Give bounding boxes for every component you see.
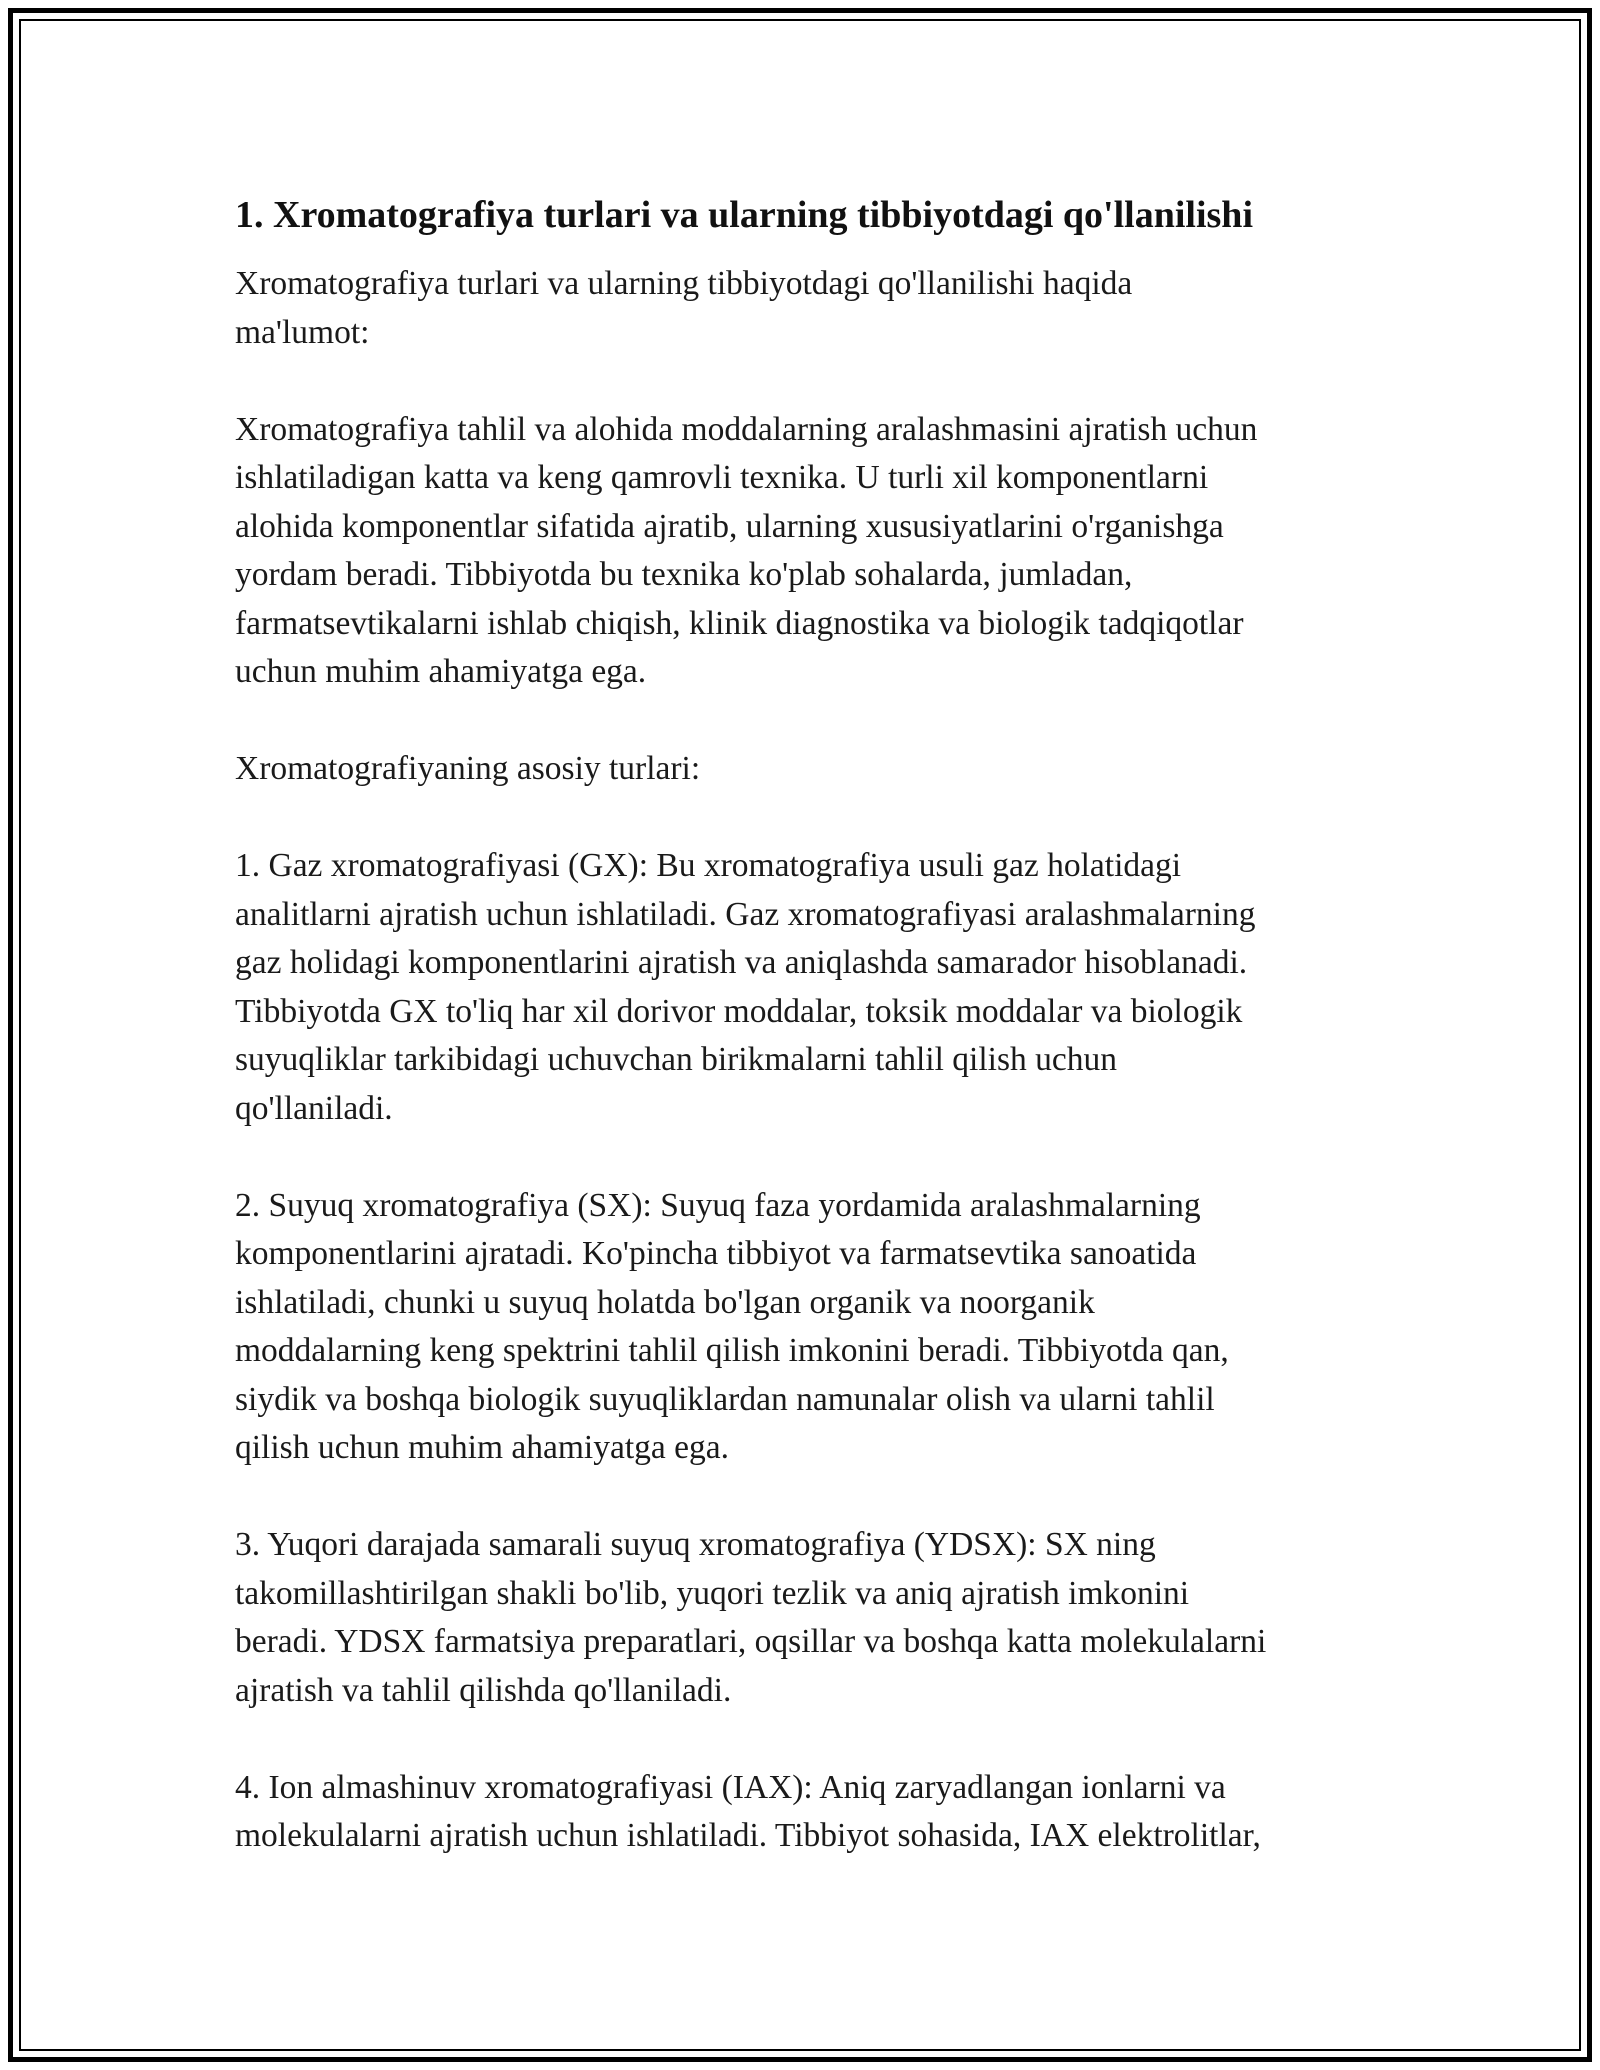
text-line: 4. Ion almashinuv xromatografiyasi (IAX): Aniq zaryadlangan ionlarni va [235, 1768, 1226, 1806]
document-title: 1. Xromatografiya turlari va ularning tibbiyotdagi qo'llanilishi [235, 194, 1254, 236]
text-line: takomillashtirilgan shakli bo'lib, yuqori tezlik va aniq ajratish imkonini [235, 1574, 1190, 1612]
text-line: Xromatografiya tahlil va alohida moddalarning aralashmasini ajratish uchun [235, 410, 1258, 448]
text-line: farmatsevtikalarni ishlab chiqish, klinik diagnostika va biologik tadqiqotlar [235, 604, 1244, 642]
text-line: yordam beradi. Tibbiyotda bu texnika ko'plab sohalarda, jumladan, [235, 556, 1133, 593]
text-line: moddalarning keng spektrini tahlil qilish imkonini beradi. Tibbiyotda qan, [235, 1332, 1229, 1369]
text-line: siydik va boshqa biologik suyuqliklardan namunalar olish va ularni tahlil [235, 1380, 1215, 1418]
text-line: Tibbiyotda GX to'liq har xil dorivor moddalar, toksik moddalar va biologik [235, 992, 1243, 1030]
paragraph-ion-exchange [235, 1764, 1375, 1861]
text-line: komponentlarini ajratadi. Ko'pincha tibbiyot va farmatsevtika sanoatida [235, 1235, 1197, 1272]
document-body [235, 190, 1375, 1909]
text-line: ajratish va tahlil qilishda qo'llaniladi. [235, 1671, 732, 1709]
paragraph-gas-chromatography [235, 842, 1375, 1133]
text-line: ma'lumot: [235, 313, 370, 351]
text-line: uchun muhim ahamiyatga ega. [235, 653, 647, 690]
paragraph-definition [235, 406, 1375, 697]
text-line: beradi. YDSX farmatsiya preparatlari, oqsillar va boshqa katta molekulalarni [235, 1623, 1267, 1660]
text-line: qo'llaniladi. [235, 1089, 393, 1127]
text-line: Xromatografiyaning asosiy turlari: [235, 750, 701, 787]
paragraph-intro [235, 260, 1375, 357]
text-line: suyuqliklar tarkibidagi uchuvchan birikmalarni tahlil qilish uchun [235, 1041, 1117, 1078]
text-line: 2. Suyuq xromatografiya (SX): Suyuq faza yordamida aralashmalarning [235, 1186, 1201, 1224]
text-line: ishlatiladi, chunki u suyuq holatda bo'lgan organik va noorganik [235, 1283, 1095, 1321]
paragraph-liquid-chromatography [235, 1182, 1375, 1473]
text-line: 3. Yuqori darajada samarali suyuq xromatografiya (YDSX): SX ning [235, 1526, 1156, 1563]
text-line: ishlatiladigan katta va keng qamrovli texnika. U turli xil komponentlarni [235, 459, 1209, 496]
text-line: 1. Gaz xromatografiyasi (GX): Bu xromatografiya usuli gaz holatidagi [235, 847, 1182, 884]
text-line: gaz holidagi komponentlarini ajratish va aniqlashda samarador hisoblanadi. [235, 944, 1248, 981]
text-line: molekulalarni ajratish uchun ishlatiladi. Tibbiyot sohasida, IAX elektrolitlar, [235, 1817, 1261, 1854]
paragraph-types-heading [235, 745, 1375, 794]
text-line: Xromatografiya turlari va ularning tibbiyotdagi qo'llanilishi haqida [235, 265, 1133, 302]
text-line: alohida komponentlar sifatida ajratib, ularning xususiyatlarini o'rganishga [235, 507, 1224, 545]
text-line: analitlarni ajratish uchun ishlatiladi. Gaz xromatografiyasi aralashmalarning [235, 895, 1256, 933]
paragraph-hplc [235, 1521, 1375, 1715]
text-line: qilish uchun muhim ahamiyatga ega. [235, 1429, 730, 1466]
